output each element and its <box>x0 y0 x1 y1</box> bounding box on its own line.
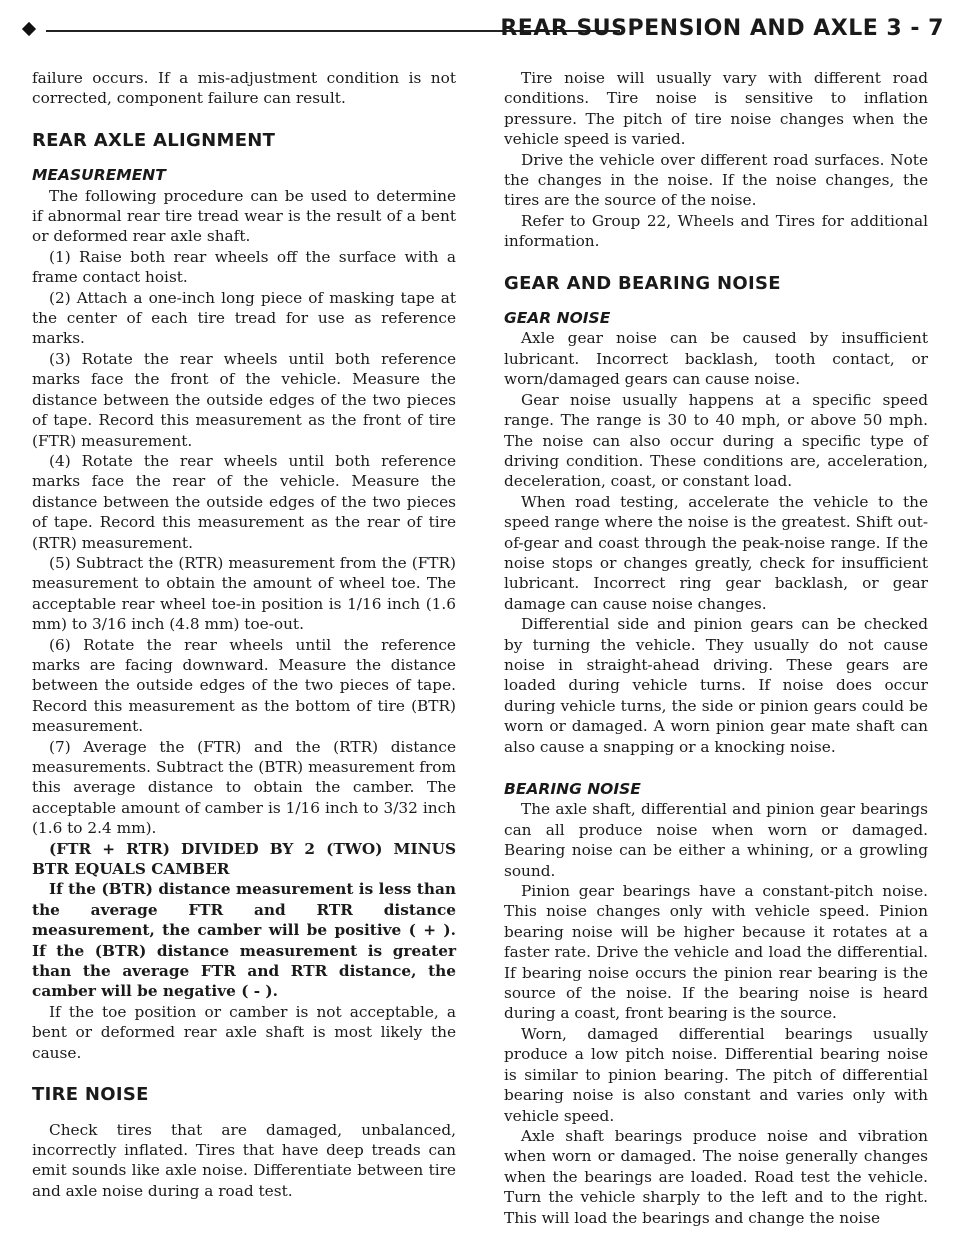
paragraph: Gear noise usually happens at a specific speed range. The range is 30 to 40 mph, or above 50 mph. The noise can also occur during a specific type of driving condition. These conditions are, acceleration, deceleration, coast, or constant load. <box>504 390 928 491</box>
section-heading-rear-axle-alignment: REAR AXLE ALIGNMENT <box>32 129 276 151</box>
subsection-heading-measurement: MEASUREMENT <box>32 166 166 185</box>
camber-note: If the (BTR) distance measurement is less than the average FTR and RTR distance measurement, the camber will be positive ( + ). If the (BTR) distance measurement is greater than the average FTR and RTR distance, the camber will be negative ( - ). <box>32 880 456 1001</box>
paragraph: Tire noise will usually vary with different road conditions. Tire noise is sensitive to inflation pressure. The pitch of tire noise changes when the vehicle speed is varied. <box>504 69 928 149</box>
paragraph: Drive the vehicle over different road surfaces. Note the changes in the noise. If the noise changes, the tires are the source of the noise. <box>504 150 928 210</box>
paragraph: Check tires that are damaged, unbalanced, incorrectly inflated. Tires that have deep treads can emit sounds like axle noise. Differentiate between tire and axle noise during a road test. <box>32 1120 456 1200</box>
step-5: (5) Subtract the (RTR) measurement from the (FTR) measurement to obtain the amount of wheel toe. The acceptable rear wheel toe-in position is 1/16 inch (1.6 mm) to 3/16 inch (4.8 mm) toe-out. <box>32 553 456 634</box>
step-1: (1) Raise both rear wheels off the surface with a frame contact hoist. <box>32 247 456 287</box>
paragraph: Axle shaft bearings produce noise and vibration when worn or damaged. The noise generally changes when the bearings are loaded. Road test the vehicle. Turn the vehicle sharply to the left and to the right. This will load the bearings and change the noise <box>504 1126 928 1227</box>
step-4: (4) Rotate the rear wheels until both reference marks face the rear of the vehicle. Measure the distance between the outside edges of the two pieces of tape. Record this measurement as the rear of tire (RTR) measurement. <box>32 451 456 552</box>
right-column <box>504 68 928 1228</box>
paragraph: Axle gear noise can be caused by insufficient lubricant. Incorrect backlash, tooth contact, or worn/damaged gears can cause noise. <box>504 329 928 389</box>
paragraph: Refer to Group 22, Wheels and Tires for additional information. <box>504 211 928 251</box>
step-2: (2) Attach a one-inch long piece of masking tape at the center of each tire tread for use as reference marks. <box>32 288 456 348</box>
left-column <box>32 68 456 1201</box>
paragraph: Worn, damaged differential bearings usually produce a low pitch noise. Differential bearing noise is similar to pinion bearing. The pitch of differential bearing noise is also constant and varies only with vehicle speed. <box>504 1024 928 1125</box>
paragraph: Differential side and pinion gears can be checked by turning the vehicle. They usually do not cause noise in straight-ahead driving. These gears are loaded during vehicle turns. If noise does occur during vehicle turns, the side or pinion gears could be worn or damaged. A worn pinion gear mate shaft can also cause a snapping or a knocking noise. <box>504 615 928 756</box>
paragraph: If the toe position or camber is not acceptable, a bent or deformed rear axle shaft is most likely the cause. <box>32 1002 456 1062</box>
section-heading-tire-noise: TIRE NOISE <box>32 1084 149 1106</box>
paragraph: When road testing, accelerate the vehicle to the speed range where the noise is the greatest. Shift out-of-gear and coast through the peak-noise range. If the noise stops or changes greatly, check for insufficient lubricant. Incorrect ring gear backlash, or gear damage can cause noise changes. <box>504 492 928 613</box>
paragraph: The following procedure can be used to determine if abnormal rear tire tread wear is the result of a bent or deformed rear axle shaft. <box>32 186 456 246</box>
header-title: REAR SUSPENSION AND AXLE 3 - 7 <box>500 16 944 41</box>
page-header <box>24 14 944 44</box>
subsection-heading-gear-noise: GEAR NOISE <box>504 309 611 328</box>
paragraph: The axle shaft, differential and pinion gear bearings can all produce noise when worn or damaged. Bearing noise can be either a whining, or a growling sound. <box>504 800 928 880</box>
subsection-heading-bearing-noise: BEARING NOISE <box>504 780 641 798</box>
step-7: (7) Average the (FTR) and the (RTR) distance measurements. Subtract the (BTR) measurement from this average distance to obtain the camber. The acceptable amount of camber is 1/16 inch to 3/32 inch (1.6 to 2.4 mm). <box>32 737 456 838</box>
paragraph: Pinion gear bearings have a constant-pitch noise. This noise changes only with vehicle speed. Pinion bearing noise will be higher because it rotates at a faster rate. Drive the vehicle and load the differential. If bearing noise occurs the pinion rear bearing is the source of the noise. If the bearing noise is heard during a coast, front bearing is the source. <box>504 882 928 1023</box>
step-3: (3) Rotate the rear wheels until both reference marks face the front of the vehicle. Measure the distance between the outside edges of the two pieces of tape. Record this measurement as the front of tire (FTR) measurement. <box>32 349 456 450</box>
diamond-bullet-icon <box>22 22 36 36</box>
paragraph: failure occurs. If a mis-adjustment condition is not corrected, component failure can result. <box>32 69 456 108</box>
camber-formula: (FTR + RTR) DIVIDED BY 2 (TWO) MINUS BTR EQUALS CAMBER <box>32 839 456 879</box>
step-6: (6) Rotate the rear wheels until the reference marks are facing downward. Measure the distance between the outside edges of the two pieces of tape. Record this measurement as the bottom of tire (BTR) measurement. <box>32 635 456 736</box>
section-heading-gear-and-bearing-noise: GEAR AND BEARING NOISE <box>504 272 781 294</box>
